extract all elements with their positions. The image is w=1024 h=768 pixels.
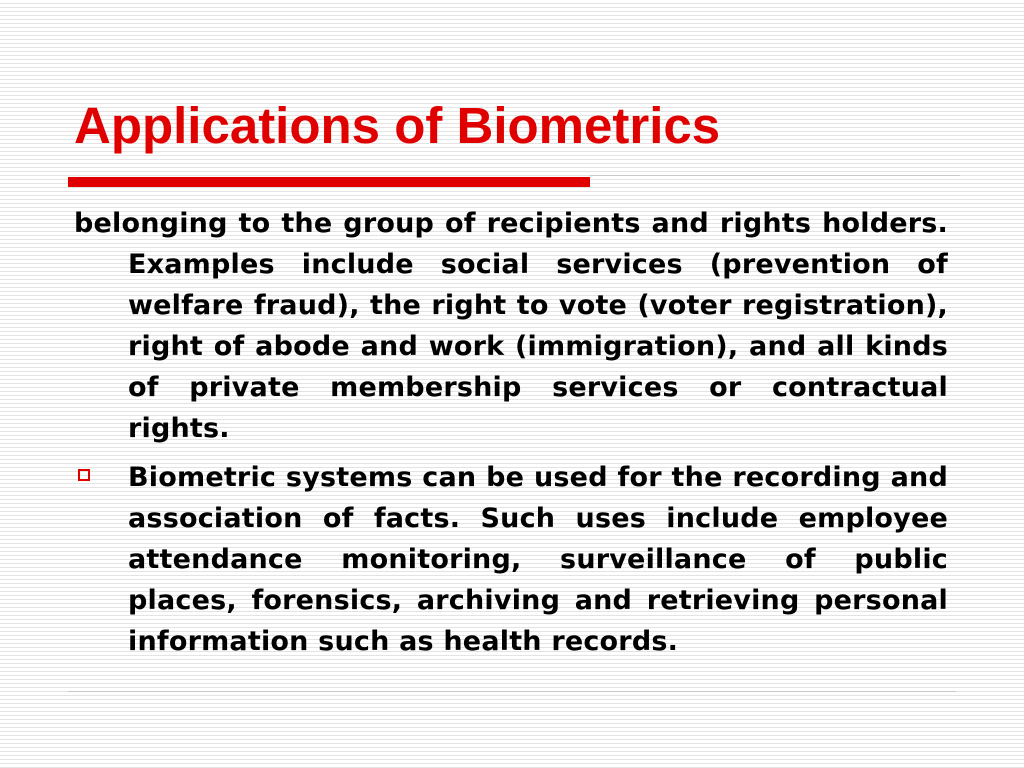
continuation-paragraph: belonging to the group of recipients and rights holders. Examples include social services (prevention of welfare fraud), the right to vote (voter registration), right of abode and work (immigration), and all kinds of private membership services or contractual rights. [74,208,948,444]
slide-body [74,203,948,662]
bullet-text: Biometric systems can be used for the recording and association of facts. Such uses include employee attendance monitoring, surveillance of public places, forensics, archiving and retrieving personal information such as health records. [128,462,948,657]
bullet-item [74,457,948,662]
slide-title: Applications of Biometrics [74,97,721,154]
title-underline-thin [590,175,960,176]
title-underline-accent [68,177,590,187]
footer-divider [68,691,956,692]
hollow-square-icon [78,469,90,481]
